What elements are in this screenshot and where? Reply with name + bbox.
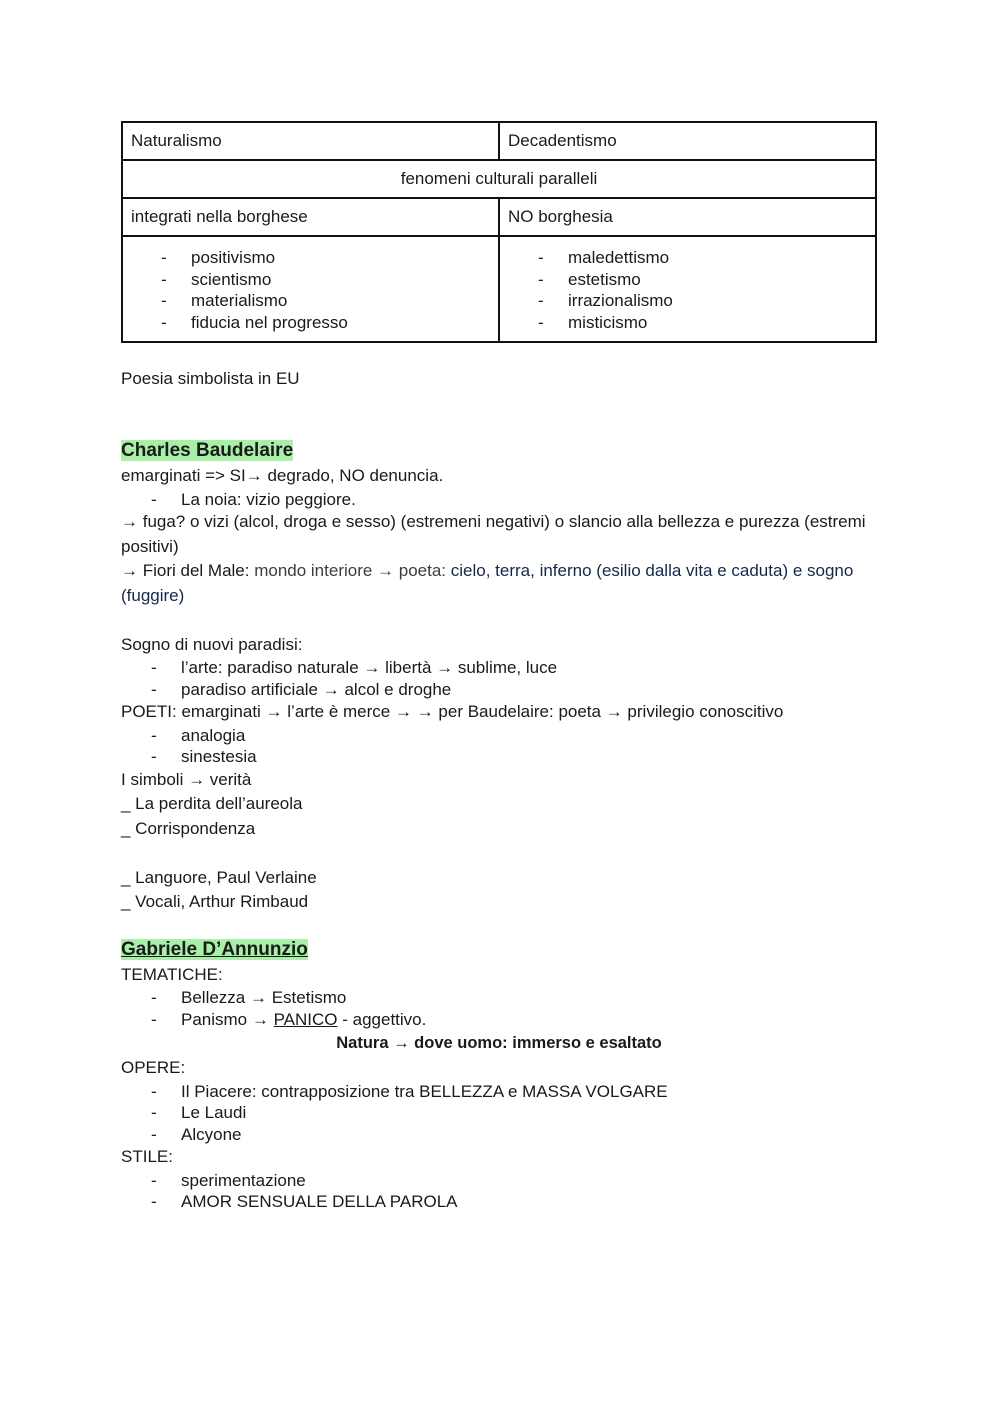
list-item: - La noia: vizio peggiore. bbox=[121, 489, 877, 511]
list-item: - sinestesia bbox=[121, 746, 877, 768]
stile-line: STILE: bbox=[121, 1147, 173, 1166]
table-cell-no-borghesia: NO borghesia bbox=[499, 198, 876, 236]
opere-list bbox=[121, 1081, 877, 1146]
table-cell-borghese: integrati nella borghese bbox=[122, 198, 499, 236]
table-cell-left-list bbox=[122, 236, 499, 342]
aggettivo-text: - aggettivo. bbox=[337, 1009, 427, 1029]
table-merged-row bbox=[122, 160, 876, 198]
table-cell-right-list bbox=[499, 236, 876, 342]
corrispondenza-line: _ Corrispondenza bbox=[121, 818, 256, 838]
fuga-paragraph: → fuga? o vizi (alcol, droga e sesso) (estremeni negativi) o slancio alla bellezza e purezza (estremi positivi) bbox=[121, 512, 866, 556]
list-item: - positivismo bbox=[131, 247, 490, 269]
list-item: - misticismo bbox=[508, 312, 867, 334]
list-item: - irrazionalismo bbox=[508, 290, 867, 312]
list-item: - Il Piacere: contrapposizione tra BELLEZZA e MASSA VOLGARE bbox=[121, 1081, 877, 1103]
opere-line: OPERE: bbox=[121, 1058, 186, 1077]
aureola-line: _ La perdita dell’aureola bbox=[121, 794, 303, 813]
table-cell-naturalismo: Naturalismo bbox=[122, 122, 499, 160]
table-cell-merged: fenomeni culturali paralleli bbox=[122, 160, 876, 198]
dannunzio-heading-text: Gabriele D’Annunzio bbox=[121, 938, 308, 960]
list-item: - paradiso artificiale → alcol e droghe bbox=[121, 679, 877, 701]
dannunzio-heading bbox=[121, 937, 877, 963]
fiori-paragraph bbox=[121, 559, 877, 608]
comparison-table bbox=[121, 121, 877, 343]
list-item bbox=[121, 1009, 877, 1031]
tematiche-list bbox=[121, 987, 877, 1030]
table-row bbox=[122, 236, 876, 342]
natura-line: Natura → dove uomo: immerso e esaltato bbox=[336, 1034, 662, 1052]
languore-line: _ Languore, Paul Verlaine bbox=[121, 867, 317, 887]
list-item: - Alcyone bbox=[121, 1124, 877, 1146]
list-item: - estetismo bbox=[508, 269, 867, 291]
list-item: - l’arte: paradiso naturale → libertà → sublime, luce bbox=[121, 657, 877, 679]
sogno-line: Sogno di nuovi paradisi: bbox=[121, 634, 303, 654]
list-item: - Le Laudi bbox=[121, 1102, 877, 1124]
vocali-line: _ Vocali, Arthur Rimbaud bbox=[121, 892, 309, 911]
list-item: - maledettismo bbox=[508, 247, 867, 269]
list-item: - AMOR SENSUALE DELLA PAROLA bbox=[121, 1191, 877, 1213]
right-bullet-list bbox=[508, 247, 867, 333]
panico-text: PANICO bbox=[273, 1009, 338, 1029]
fiori-mondo: mondo interiore → poeta: bbox=[254, 561, 451, 580]
list-item: - sperimentazione bbox=[121, 1170, 877, 1192]
list-item: - fiducia nel progresso bbox=[131, 312, 490, 334]
table-row bbox=[122, 198, 876, 236]
left-bullet-list bbox=[131, 247, 490, 333]
fiori-label: → Fiori del Male: bbox=[121, 561, 255, 580]
table-header-row bbox=[122, 122, 876, 160]
paradisi-list bbox=[121, 657, 877, 700]
emarginati-line: emarginati => SI→ degrado, NO denuncia. bbox=[121, 466, 444, 485]
document-page bbox=[121, 121, 877, 1213]
list-item: - Bellezza → Estetismo bbox=[121, 987, 877, 1009]
panismo-text: Panismo → bbox=[181, 1009, 274, 1029]
poeti-list bbox=[121, 725, 877, 768]
noia-list bbox=[121, 489, 877, 511]
baudelaire-heading bbox=[121, 438, 877, 464]
intro-line: Poesia simbolista in EU bbox=[121, 369, 300, 388]
fiori-cielo: cielo, terra, inferno (esilio dalla vita e caduta) e sogno (fuggire) bbox=[121, 561, 854, 605]
list-item: - analogia bbox=[121, 725, 877, 747]
table-cell-decadentismo: Decadentismo bbox=[499, 122, 876, 160]
stile-list bbox=[121, 1170, 877, 1213]
simboli-line: I simboli → verità bbox=[121, 769, 252, 789]
baudelaire-heading-text: Charles Baudelaire bbox=[121, 440, 294, 461]
list-item: - scientismo bbox=[131, 269, 490, 291]
list-item: - materialismo bbox=[131, 290, 490, 312]
tematiche-line: TEMATICHE: bbox=[121, 964, 223, 984]
poeti-line: POETI: emarginati → l’arte è merce → → per Baudelaire: poeta → privilegio conoscitivo bbox=[121, 702, 784, 721]
